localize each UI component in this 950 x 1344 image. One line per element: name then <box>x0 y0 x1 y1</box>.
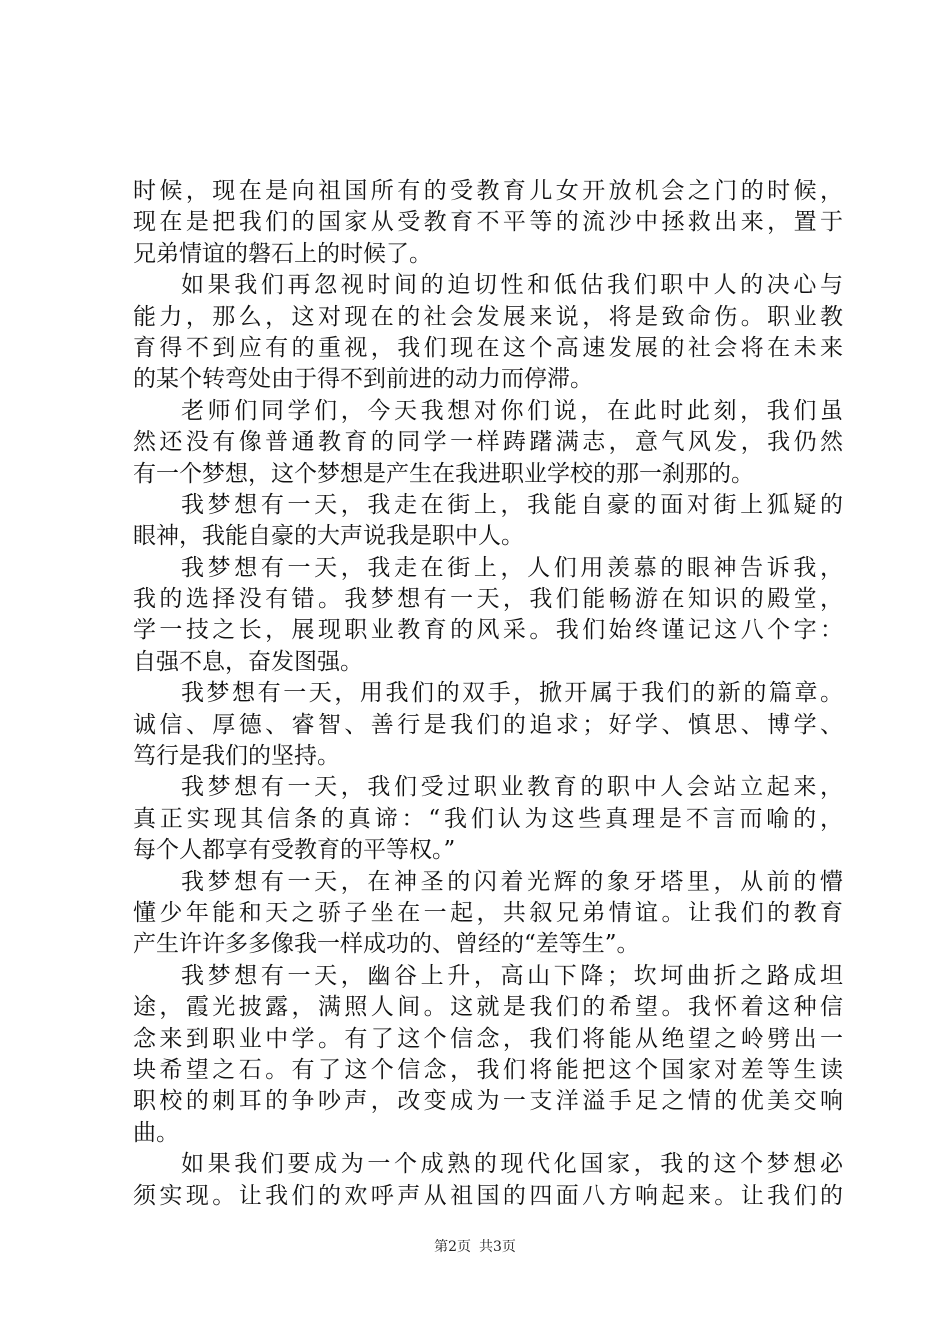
text-line: 块希望之石。有了这个信念，我们将能把这个国家对差等生读 <box>133 1056 843 1083</box>
text-line: 能力，那么，这对现在的社会发展来说，将是致命伤。职业教 <box>133 303 843 330</box>
text-line: 我梦想有一天，我走在街上，我能自豪的面对街上狐疑的 <box>181 491 843 518</box>
page-footer <box>0 1237 950 1257</box>
text-line: 我梦想有一天，在神圣的闪着光辉的象牙塔里，从前的懵 <box>181 868 843 895</box>
document-body <box>133 176 843 1212</box>
text-line: 我梦想有一天，我们受过职业教育的职中人会站立起来， <box>181 774 843 801</box>
text-line: 笃行是我们的坚持。 <box>133 743 340 770</box>
text-line: 眼神，我能自豪的大声说我是职中人。 <box>133 523 524 550</box>
text-line: 我梦想有一天，我走在街上，人们用羡慕的眼神告诉我， <box>181 554 843 581</box>
text-line: 如果我们再忽视时间的迫切性和低估我们职中人的决心与 <box>181 272 843 299</box>
text-line: 如果我们要成为一个成熟的现代化国家，我的这个梦想必 <box>181 1151 843 1178</box>
text-line: 懂少年能和天之骄子坐在一起，共叙兄弟情谊。让我们的教育 <box>133 899 843 926</box>
text-line: 育得不到应有的重视，我们现在这个高速发展的社会将在未来 <box>133 334 843 361</box>
text-line: 途，霞光披露，满照人间。这就是我们的希望。我怀着这种信 <box>133 994 843 1021</box>
text-line: 自强不息，奋发图强。 <box>133 648 363 675</box>
text-line: 然还没有像普通教育的同学一样踌躇满志，意气风发，我仍然 <box>133 429 843 456</box>
text-line: 的某个转弯处由于得不到前进的动力而停滞。 <box>133 366 593 393</box>
text-line: 老师们同学们，今天我想对你们说，在此时此刻，我们虽 <box>181 397 843 424</box>
text-line: 职校的刺耳的争吵声，改变成为一支洋溢手足之情的优美交响 <box>133 1088 843 1115</box>
text-line: 学一技之长，展现职业教育的风采。我们始终谨记这八个字： <box>133 617 843 644</box>
text-line: 念来到职业中学。有了这个信念，我们将能从绝望之岭劈出一 <box>133 1025 843 1052</box>
text-line: 每个人都享有受教育的平等权。” <box>133 837 456 864</box>
text-line: 真正实现其信条的真谛：“我们认为这些真理是不言而喻的， <box>133 805 843 832</box>
text-line: 我的选择没有错。我梦想有一天，我们能畅游在知识的殿堂， <box>133 586 843 613</box>
text-line: 诚信、厚德、睿智、善行是我们的追求；好学、慎思、博学、 <box>133 711 843 738</box>
page-number: 第2页 <box>434 1239 471 1255</box>
text-line: 现在是把我们的国家从受教育不平等的流沙中拯救出来，置于 <box>133 209 843 236</box>
text-line: 兄弟情谊的磐石上的时候了。 <box>133 240 432 267</box>
text-line: 我梦想有一天，用我们的双手，掀开属于我们的新的篇章。 <box>181 680 843 707</box>
text-line: 我梦想有一天，幽谷上升，高山下降；坎坷曲折之路成坦 <box>181 962 843 989</box>
text-line: 有一个梦想，这个梦想是产生在我进职业学校的那一刹那的。 <box>133 460 754 487</box>
text-line: 产生许许多多像我一样成功的、曾经的“差等生”。 <box>133 931 640 958</box>
text-line: 须实现。让我们的欢呼声从祖国的四面八方响起来。让我们的 <box>133 1182 843 1209</box>
text-line: 曲。 <box>133 1119 179 1146</box>
text-line: 时候，现在是向祖国所有的受教育儿女开放机会之门的时候， <box>133 178 843 204</box>
page-total: 共3页 <box>479 1239 516 1255</box>
